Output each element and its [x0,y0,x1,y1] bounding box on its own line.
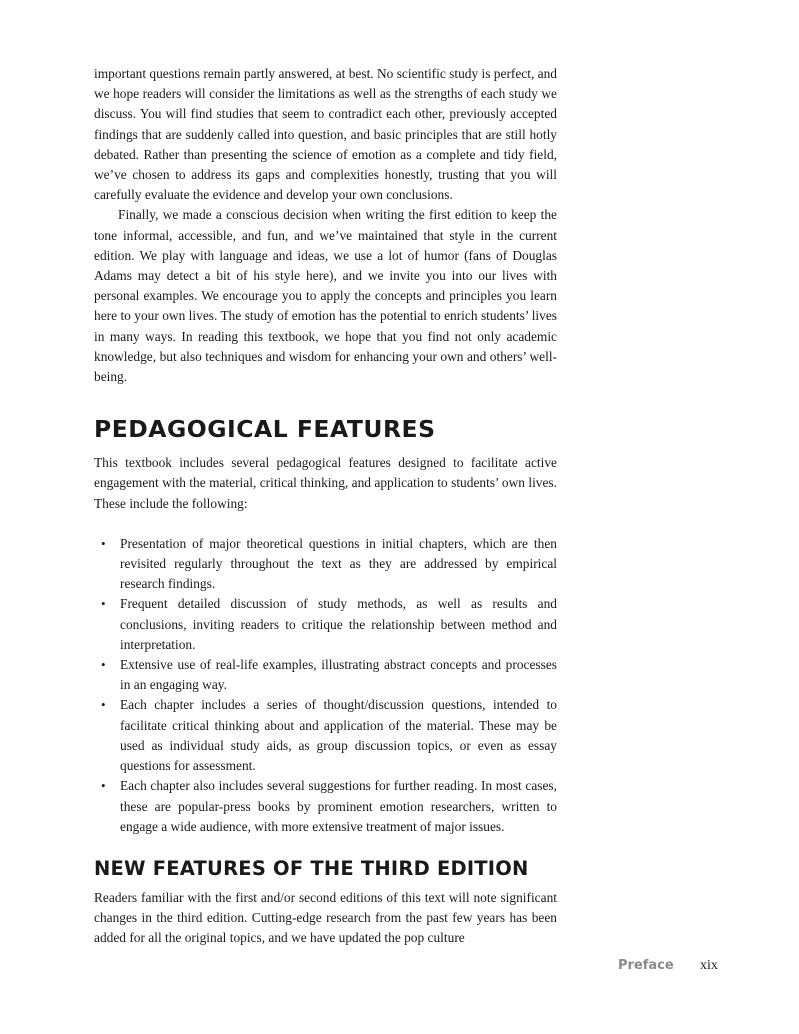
bullet-icon: • [101,657,106,673]
intro-paragraph-2: Finally, we made a conscious decision when writing the first edition to keep the tone informal, accessible, and fun, and we’ve maintained that style in the current edition. We play with language and ideas, we use a lot of humor (fans of Douglas Adams may detect a bit of his style here), and we invite you into our lives with personal examples. We encourage you to apply the concepts and principles you learn here to your own lives. The study of emotion has the potential to enrich students’ lives in many ways. In reading this textbook, we hope that you find not only academic knowledge, but also techniques and wisdom for enhancing your own and others’ well-being. [94,207,557,385]
page-number: xix [700,958,718,973]
pedagogical-features-heading: PEDAGOGICAL FEATURES [94,415,436,444]
bullet-icon: • [101,778,106,794]
pedagogical-features-list [94,534,557,837]
bullet-icon: • [101,535,106,551]
bullet-icon: • [101,596,106,612]
list-item: • Frequent detailed discussion of study methods, as well as results and conclusions, inviting readers to critique the relationship between method and interpretation. [101,596,557,652]
page-body [94,64,557,949]
page-footer [0,958,799,978]
pedagogical-intro-paragraph: This textbook includes several pedagogical features designed to facilitate active engagement with the material, critical thinking, and application to students’ own lives. These include the following: [94,455,557,511]
new-features-heading: NEW FEATURES OF THE THIRD EDITION [94,856,529,880]
new-features-paragraph: Readers familiar with the first and/or second editions of this text will note significant changes in the third edition. Cutting-edge research from the past few years has been added for all the original topics, and we have updated the pop culture [94,889,557,946]
list-item: • Each chapter also includes several suggestions for further reading. In most cases, these are popular-press books by prominent emotion researchers, written to engage a wide audience, with more extensive treatment of major issues. [101,778,557,834]
list-item: • Each chapter includes a series of thought/discussion questions, intended to facilitate critical thinking about and application of the material. These may be used as individual study aids, as group discussion topics, or even as essay questions for assessment. [101,697,557,774]
list-item: • Extensive use of real-life examples, illustrating abstract concepts and processes in an engaging way. [101,657,557,693]
bullet-icon: • [101,697,106,713]
running-footer-section: Preface [618,958,674,973]
list-item: • Presentation of major theoretical questions in initial chapters, which are then revisited regularly throughout the text as they are addressed by empirical research findings. [101,535,557,592]
intro-paragraph-1: important questions remain partly answered, at best. No scientific study is perfect, and we hope readers will consider the limitations as well as the strengths of each study we discuss. You will find studies that seem to contradict each other, previously accepted findings that are suddenly called into question, and basic principles that are still hotly debated. Rather than presenting the science of emotion as a complete and tidy field, we’ve chosen to address its gaps and complexities honestly, trusting that you will carefully evaluate the evidence and develop your own conclusions. [94,66,557,203]
